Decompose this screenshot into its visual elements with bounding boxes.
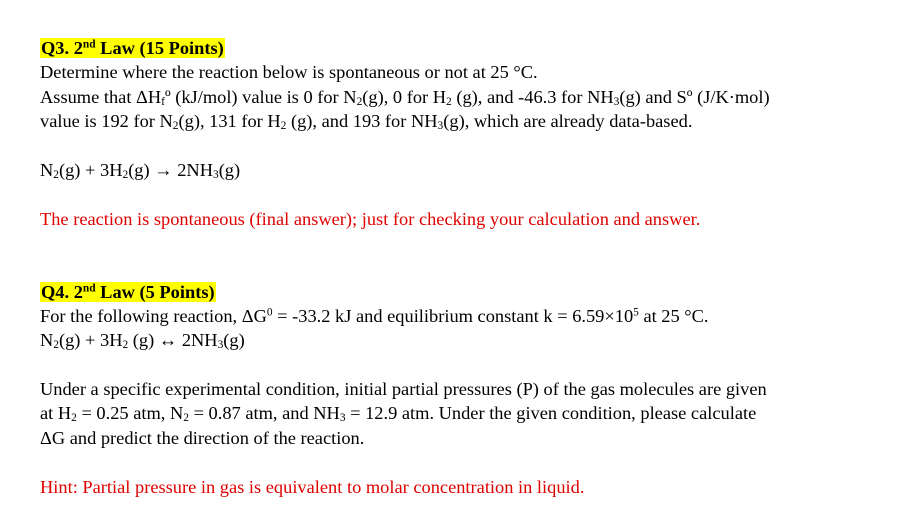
q3-heading-highlight: Q3. 2nd Law (15 Points) — [41, 38, 224, 58]
q3-line-3: value is 192 for $N_2(g)$, 131 for $H_2$ (g), and 193 for $NH_3(g)$, which are already data-based. — [40, 111, 693, 133]
q4-line-1: For the following reaction, $\Delta G^0 = -33.2$ kJ and equilibrium constant $k = 6.59\times 10^5$ at 25 °C. — [40, 306, 709, 326]
q3-answer-note: The reaction is spontaneous (final answer); just for checking your calculation and answer. — [40, 209, 701, 229]
q3-line-1: Determine where the reaction below is spontaneous or not at 25 °C. — [40, 62, 538, 82]
q4-reaction-equation: $N_2(g) + 3H_2$ (g) ↔ $2NH_3(g)$ — [40, 330, 245, 352]
q3-heading — [40, 37, 225, 59]
q4-heading — [40, 281, 216, 303]
q4-paragraph-line-2: at $H_2 = 0.25$ atm, $N_2 = 0.87$ atm, and $NH_3 = 12.9$ atm. Under the given condition, please calculate — [40, 403, 757, 425]
q4-hint: Hint: Partial pressure in gas is equivalent to molar concentration in liquid. — [40, 477, 585, 497]
q4-paragraph-line-1: Under a specific experimental condition, initial partial pressures (P) of the gas molecules are given — [40, 379, 767, 399]
q4-heading-highlight: Q4. 2nd Law (5 Points) — [41, 282, 215, 302]
q3-line-2: Assume that $\Delta H_fº$ (kJ/mol) value is 0 for $N_2(g)$, 0 for $H_2$ (g), and -46.3 for $NH_3(g)$ and Sº (J/K·mol) — [40, 87, 770, 109]
q4-paragraph-line-3: ΔG and predict the direction of the reaction. — [40, 428, 365, 448]
q3-reaction-equation: $N_2(g) + 3H_2(g) \to 2NH_3(g)$ — [40, 160, 241, 182]
